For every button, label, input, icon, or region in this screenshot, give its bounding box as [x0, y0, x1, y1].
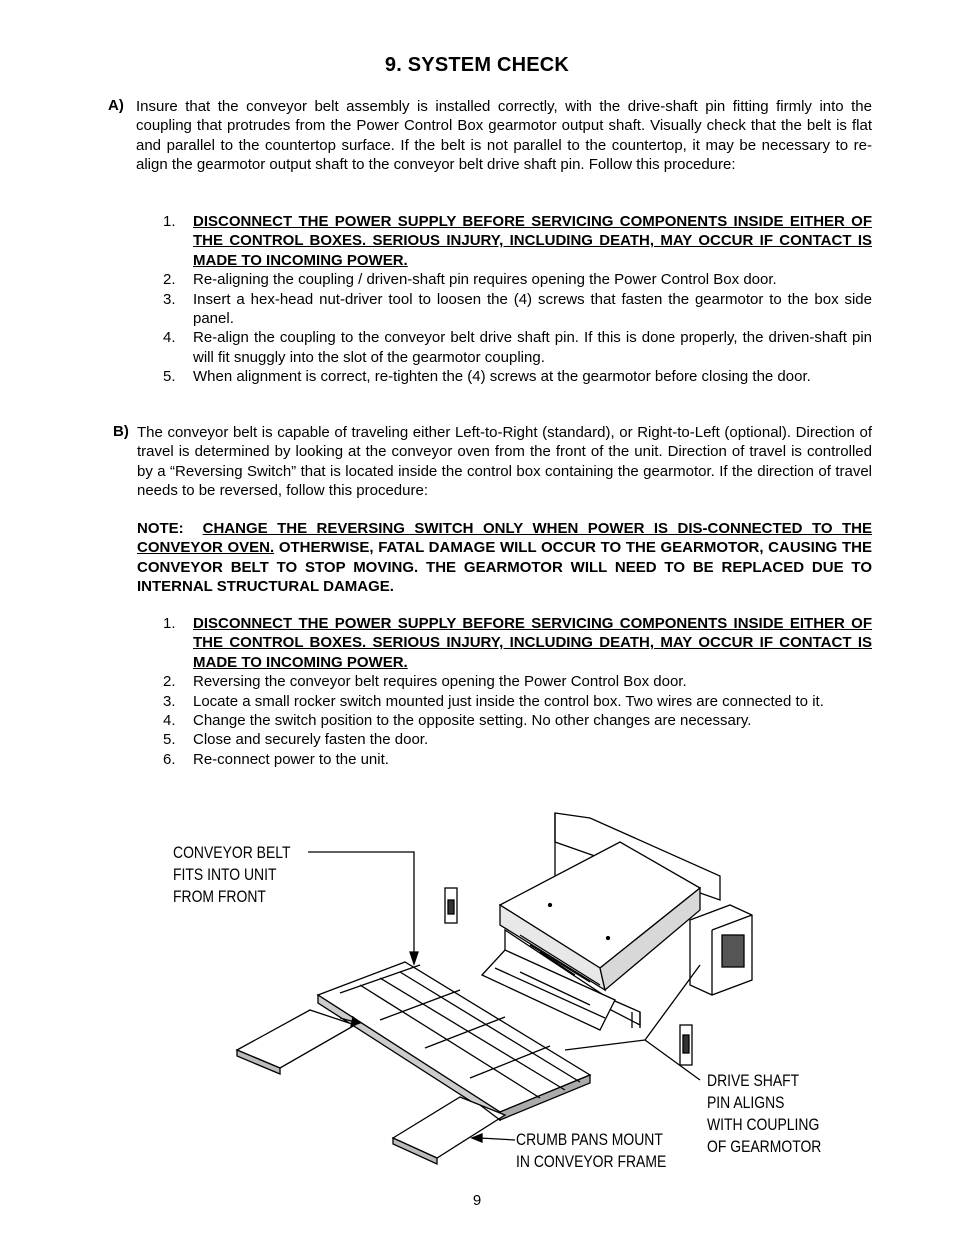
page-number: 9: [472, 1192, 482, 1209]
section-b-step: 5. Close and securely fasten the door.: [163, 731, 429, 749]
section-a-step: 3. Insert a hex-head nut-driver tool to loosen the (4) screws that fasten the gearmotor to the box side panel.: [163, 290, 872, 328]
section-a-step: 1. DISCONNECT THE POWER SUPPLY BEFORE SERVICING COMPONENTS INSIDE EITHER OF THE CONTROL BOXES. SERIOUS INJURY, INCLUDING DEATH, MAY OCCUR IF CONTACT IS MADE TO INCOMING POWER.: [163, 213, 872, 269]
section-b-step: 3. Locate a small rocker switch mounted just inside the control box. Two wires are connected to it.: [163, 692, 824, 710]
section-b-step: 4. Change the switch position to the opposite setting. No other changes are necessary.: [163, 712, 752, 730]
section-a-label: A): [108, 97, 124, 114]
section-b-label: B): [113, 423, 129, 440]
section-b-step: 6. Re-connect power to the unit.: [163, 750, 389, 768]
caution-note: NOTE: CHANGE THE REVERSING SWITCH ONLY WHEN POWER IS DIS-CONNECTED TO THE CONVEYOR OVEN. OTHERWISE, FATAL DAMAGE WILL OCCUR TO THE GEARMOTOR, CAUSING THE CONVEYOR BELT TO STOP MOVING. THE GEARMOTOR WILL NEED TO BE REPLACED DUE TO INTERNAL STRUCTURAL DAMAGE.: [137, 520, 873, 596]
section-b-step: 1. DISCONNECT THE POWER SUPPLY BEFORE SERVICING COMPONENTS INSIDE EITHER OF THE CONTROL BOXES. SERIOUS INJURY, INCLUDING DEATH, MAY OCCUR IF CONTACT IS MADE TO INCOMING POWER.: [163, 615, 872, 671]
section-b-step: 2. Reversing the conveyor belt requires opening the Power Control Box door.: [163, 673, 687, 691]
callout-drive-shaft: DRIVE SHAFT PIN ALIGNS WITH COUPLING OF GEARMOTOR: [707, 1071, 822, 1156]
section-b-intro: The conveyor belt is capable of traveling either Left-to-Right (standard), or Right-to-Left (optional). Direction of travel is determined by looking at the conveyor oven from the front of the unit. Direction of travel is controlled by a “Reversing Switch” that is located inside the control box containing the gearmotor. If the direction of travel needs to be reversed, follow this procedure:: [137, 424, 872, 500]
page-title: 9. SYSTEM CHECK: [384, 54, 570, 76]
section-a-step: 5. When alignment is correct, re-tighten the (4) screws at the gearmotor before closing the door.: [163, 368, 811, 386]
callout-conveyor-belt: CONVEYOR BELT FITS INTO UNIT FROM FRONT: [173, 843, 291, 906]
warning-text: DISCONNECT THE POWER SUPPLY BEFORE SERVICING COMPONENTS INSIDE EITHER OF THE CONTROL BOXES. SERIOUS INJURY, INCLUDING DEATH, MAY OCCUR IF CONTACT IS MADE TO INCOMING POWER.: [193, 615, 872, 671]
callout-crumb-pans: CRUMB PANS MOUNT IN CONVEYOR FRAME: [516, 1130, 667, 1171]
section-a-intro: Insure that the conveyor belt assembly is installed correctly, with the drive-shaft pin fitting firmly into the coupling that protrudes from the Power Control Box gearmotor output shaft. Visually check that the belt is flat and parallel to the countertop surface. If the belt is not parallel to the countertop, it may be necessary to re-align the gearmotor output shaft to the conveyor belt drive shaft pin. Follow this procedure:: [136, 98, 872, 174]
power-control-box: [690, 905, 752, 995]
section-a-step: 4. Re-align the coupling to the conveyor belt drive shaft pin. If this is done properly, the driven-shaft pin will fit snuggly into the slot of the gearmotor coupling.: [163, 329, 872, 366]
section-a-step: 2. Re-aligning the coupling / driven-shaft pin requires opening the Power Control Box door.: [163, 271, 777, 289]
warning-text: DISCONNECT THE POWER SUPPLY BEFORE SERVICING COMPONENTS INSIDE EITHER OF THE CONTROL BOXES. SERIOUS INJURY, INCLUDING DEATH, MAY OCCUR IF CONTACT IS MADE TO INCOMING POWER.: [193, 213, 872, 269]
